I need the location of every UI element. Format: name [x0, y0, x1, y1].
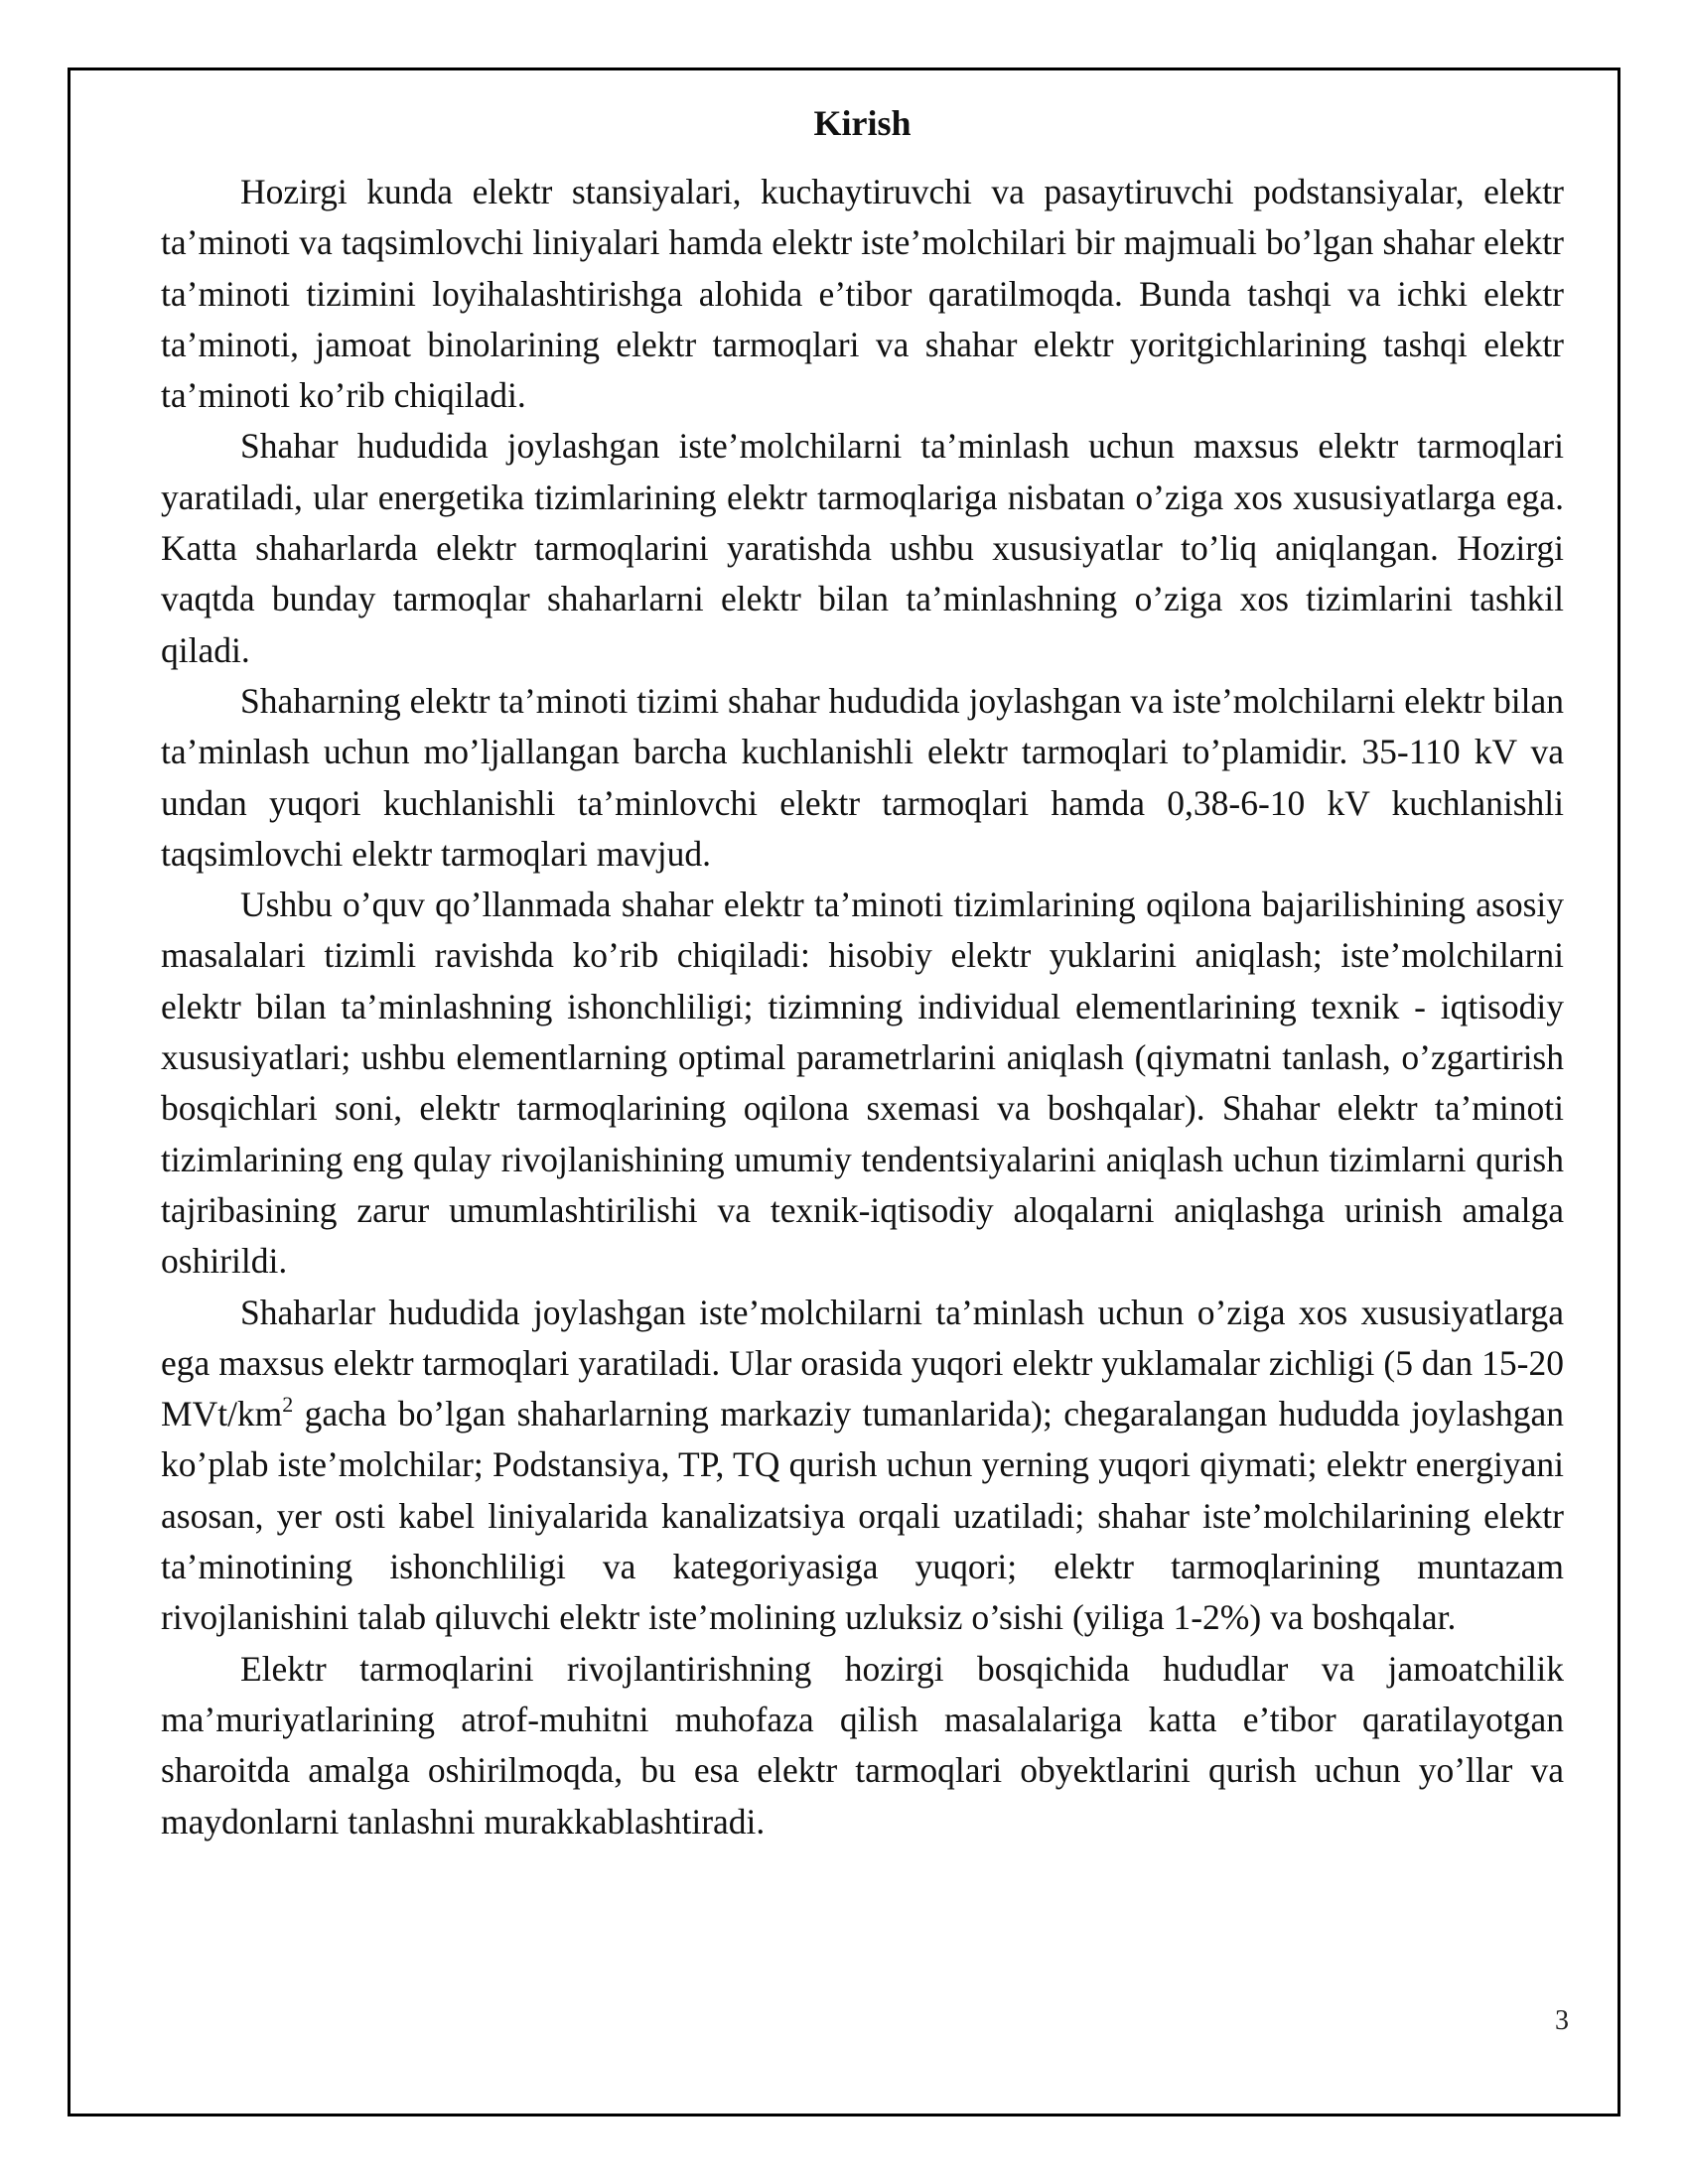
- paragraph-2: Shahar hududida joylashgan iste’molchilarni ta’minlash uchun maxsus elektr tarmoqlari yaratiladi, ular energetika tizimlarining elektr tarmoqlariga nisbatan o’ziga xos xususiyatlarga ega. Katta shaharlarda elektr tarmoqlarini yaratishda ushbu xususiyatlar to’liq aniqlangan. Hozirgi vaqtda bunday tarmoqlar shaharlarni elektr bilan ta’minlashning o’ziga xos tizimlarini tashkil qiladi.: [161, 426, 1564, 670]
- page-content: [161, 99, 1564, 1847]
- page-heading: Kirish: [813, 103, 912, 143]
- paragraph-1: Hozirgi kunda elektr stansiyalari, kuchaytiruvchi va pasaytiruvchi podstansiyalar, elektr ta’minoti va taqsimlovchi liniyalari hamda elektr iste’molchilari bir majmuali bo’lgan shahar elektr ta’minoti tizimini loyihalashtirishga alohida e’tibor qaratilmoqda. Bunda tashqi va ichki elektr ta’minoti, jamoat binolarining elektr tarmoqlari va shahar elektr yoritgichlarining tashqi elektr ta’minoti ko’rib chiqiladi.: [161, 172, 1564, 416]
- paragraph-5: [161, 1288, 1564, 1644]
- superscript-2: 2: [282, 1392, 294, 1418]
- paragraph-3: Shaharning elektr ta’minoti tizimi shahar hududida joylashgan va iste’molchilarni elektr bilan ta’minlash uchun mo’ljallangan barcha kuchlanishli elektr tarmoqlari to’plamidir. 35-110 kV va undan yuqori kuchlanishli ta’minlovchi elektr tarmoqlari hamda 0,38-6-10 kV kuchlanishli taqsimlovchi elektr tarmoqlari mavjud.: [161, 680, 1564, 874]
- page-number: 3: [1555, 2005, 1569, 2036]
- paragraph-6: Elektr tarmoqlarini rivojlantirishning hozirgi bosqichida hududlar va jamoatchilik ma’muriyatlarining atrof-muhitni muhofaza qilish masalalariga katta e’tibor qaratilayotgan sharoitda amalga oshirilmoqda, bu esa elektr tarmoqlari obyektlarini qurish uchun yo’llar va maydonlarni tanlashni murakkablashtiradi.: [161, 1648, 1564, 1842]
- paragraph-4: Ushbu o’quv qo’llanmada shahar elektr ta’minoti tizimlarining oqilona bajarilishining asosiy masalalari tizimli ravishda ko’rib chiqiladi: hisobiy elektr yuklarini aniqlash; iste’molchilarni elektr bilan ta’minlashning ishonchliligi; tizimning individual elementlarining texnik - iqtisodiy xususiyatlari; ushbu elementlarning optimal parametrlarini aniqlash (qiymatni tanlash, o’zgartirish bosqichlari soni, elektr tarmoqlarining oqilona sxemasi va boshqalar). Shahar elektr ta’minoti tizimlarining eng qulay rivojlanishining umumiy tendentsiyalarini aniqlash uchun tizimlarni qurish tajribasining zarur umumlashtirilishi va texnik-iqtisodiy aloqalarni aniqlashga urinish amalga oshirildi.: [161, 885, 1564, 1282]
- paragraph-5-text-after: gacha bo’lgan shaharlarning markaziy tumanlarida); chegaralangan hududda joylashgan ko’plab iste’molchilar; Podstansiya, TP, TQ qurish uchun yerning yuqori qiymati; elektr energiyani asosan, yer osti kabel liniyalarida kanalizatsiya orqali uzatiladi; shahar iste’molchilarining elektr ta’minotining ishonchliligi va kategoriyasiga yuqori; elektr tarmoqlarining muntazam rivojlanishini talab qiluvchi elektr iste’molining uzluksiz o’sishi (yiliga 1-2%) va boshqalar.: [161, 1394, 1564, 1638]
- paragraph-5-text-before: Shaharlar hududida joylashgan iste’molchilarni ta’minlash uchun o’ziga xos xususiyatlarga ega maxsus elektr tarmoqlari yaratiladi. Ular orasida yuqori elektr yuklamalar zichligi (5 dan 15-20 MVt/km: [161, 1292, 1564, 1434]
